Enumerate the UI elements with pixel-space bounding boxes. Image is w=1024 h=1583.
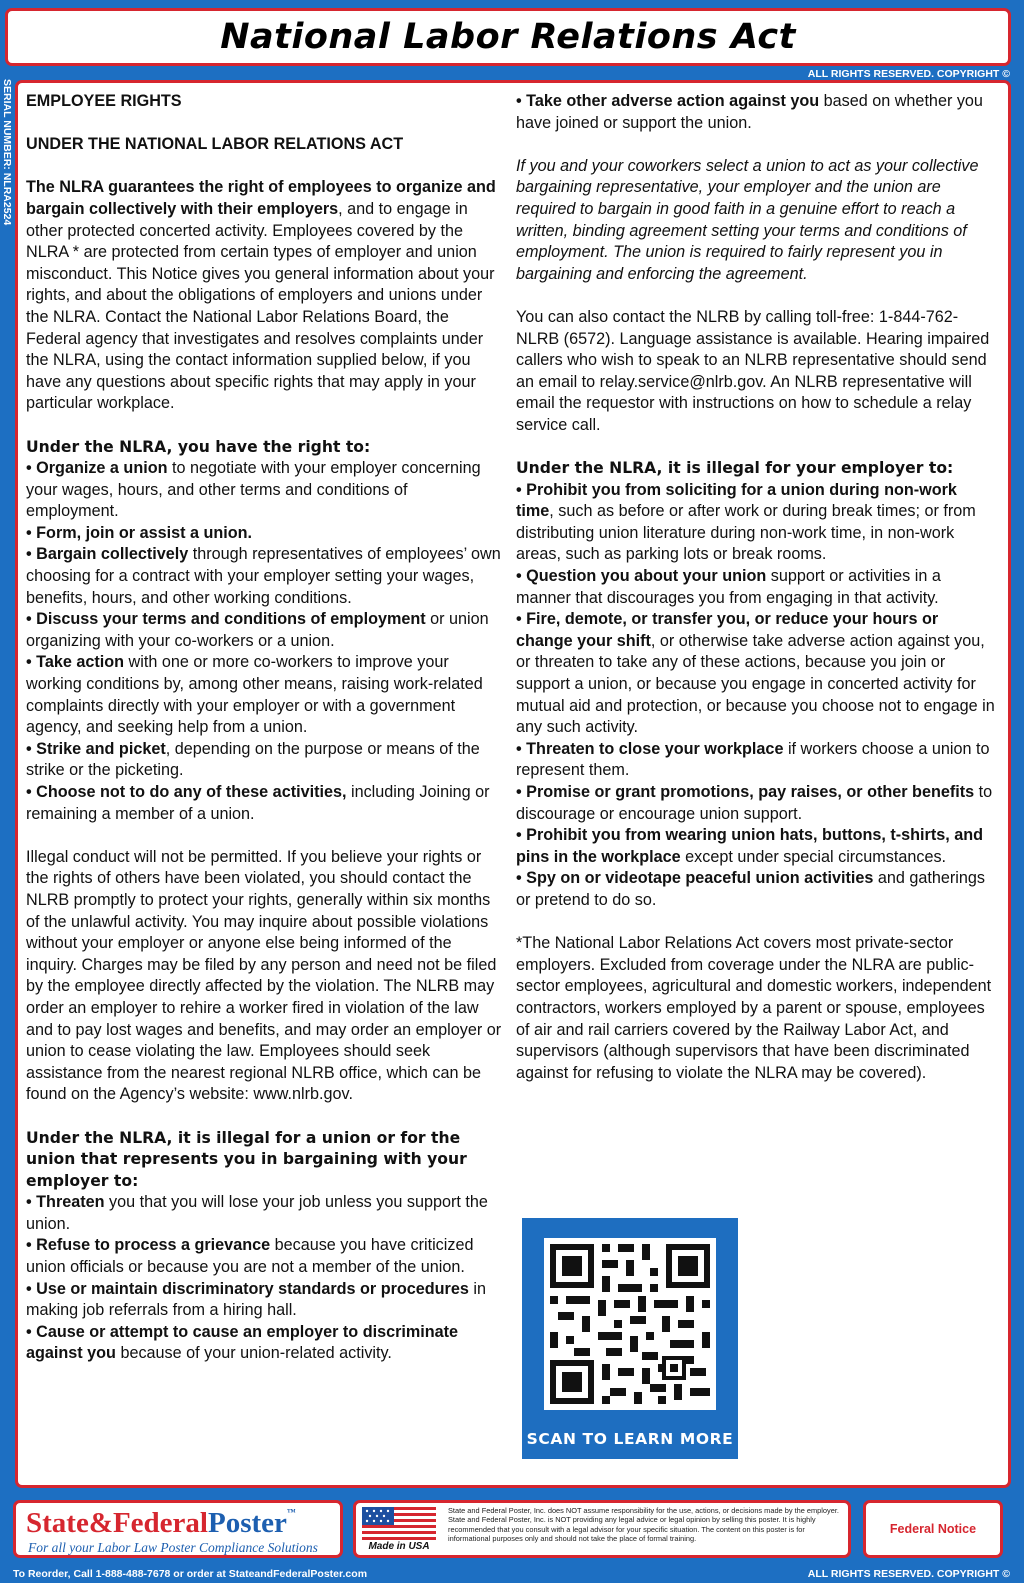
- list-item: • Threaten you that you will lose your job unless you support the union.: [26, 1193, 488, 1233]
- copyright-bottom: ALL RIGHTS RESERVED. COPYRIGHT ©: [807, 1568, 1010, 1580]
- notice-content: [15, 80, 1011, 1488]
- list-item: • Refuse to process a grievance because you have criticized union officials or because you are not a member of the union.: [26, 1236, 474, 1277]
- employer-list: [516, 480, 998, 912]
- list-item: • Question you about your union support or activities in a manner that discourages you from engaging in that activity.: [516, 567, 941, 607]
- heading-under-nlra: UNDER THE NATIONAL LABOR RELATIONS ACT: [26, 135, 404, 154]
- page-title: National Labor Relations Act: [220, 17, 796, 57]
- illegal-conduct-paragraph: Illegal conduct will not be permitted. If you believe your rights or the rights of others have been violated, you should contact the NLRB promptly to protect your rights, generally within six months of the unlawful activity. You may inquire about possible violations without your employer or anyone else being informed of the inquiry. Charges may be filed by any person and need not be filed by the employee directly affected by the violation. The NLRB may order an employer to rehire a worker fired in violation of the law and to pay lost wages and benefits, and may order an employer or union to cease violating the law. Employees should seek assistance from the nearest regional NLRB office, which can be found on the Agency’s website: www.nlrb.gov.: [26, 847, 502, 1104]
- reorder-info: To Reorder, Call 1-888-488-7678 or order at StateandFederalPoster.com: [13, 1568, 368, 1580]
- list-item: • Strike and picket, depending on the purpose or means of the strike or the picketing.: [26, 739, 480, 780]
- notice-type-label: Federal Notice: [889, 1522, 977, 1536]
- left-column: [26, 91, 504, 1365]
- list-item: • Spy on or videotape peaceful union activities and gatherings or pretend to do so.: [516, 869, 985, 909]
- list-item: • Prohibit you from wearing union hats, buttons, t-shirts, and pins in the workplace except under special circumstances.: [516, 826, 984, 866]
- list-item: • Promise or grant promotions, pay raises, or other benefits to discourage or encourage union support.: [516, 783, 993, 823]
- employer-heading: Under the NLRA, it is illegal for your employer to:: [516, 459, 954, 478]
- serial-number: SERIAL NUMBER: NLRA2524: [1, 79, 13, 226]
- bargaining-paragraph: If you and your coworkers select a union to act as your collective bargaining representative, your employer and the union are required to bargain in good faith in a genuine effort to reach a written, binding agreement setting your terms and conditions of employment. The union is required to fairly represent you in bargaining and enforcing the agreement.: [516, 156, 979, 283]
- list-item: • Prohibit you from soliciting for a union during non-work time, such as before or after work or during break times; or from distributing union literature during non-work time, in non-work areas, such as parking lots or break rooms.: [516, 480, 976, 564]
- qr-panel[interactable]: [522, 1218, 738, 1459]
- list-item: • Threaten to close your workplace if workers choose a union to represent them.: [516, 739, 990, 780]
- union-list: [26, 1192, 504, 1365]
- union-heading: Under the NLRA, it is illegal for a union or for the union that represents you in bargaining with your employer to:: [26, 1128, 467, 1190]
- list-item: • Organize a union to negotiate with your employer concerning your wages, hours, and other terms and conditions of employment.: [26, 459, 481, 521]
- disclaimer-panel: [353, 1500, 851, 1558]
- list-item: • Choose not to do any of these activities, including Joining or remaining a member of a union.: [26, 783, 490, 823]
- contact-paragraph: You can also contact the NLRB by calling toll-free: 1-844-762-NLRB (6572). Language assistance is available. Hearing impaired callers who wish to speak to an NLRB representative should send an email to relay.service@nlrb.gov. An NLRB representative will email the requestor with instructions on how to schedule a relay service call.: [516, 307, 990, 434]
- notice-type-badge: [863, 1500, 1003, 1558]
- coverage-footnote: *The National Labor Relations Act covers most private-sector employers. Excluded from coverage under the NLRA are public-sector employees, agricultural and domestic workers, independent contractors, workers employed by a parent or spouse, employees of air and rail carriers covered by the Railway Labor Act, and supervisors (although supervisors that have been discriminated against for refusing to violate the NLRA may be covered).: [516, 934, 992, 1082]
- list-item: • Cause or attempt to cause an employer to discriminate against you because of your union-related activity.: [26, 1322, 459, 1363]
- list-item: • Discuss your terms and conditions of employment or union organizing with your co-workers or a union.: [26, 610, 489, 650]
- continued-item: • Take other adverse action against you based on whether you have joined or support the union.: [516, 92, 983, 132]
- list-item: • Bargain collectively through representatives of employees’ own choosing for a contract with your employer setting your wages, benefits, hours, and other working conditions.: [26, 545, 501, 607]
- list-item: • Take action with one or more co-workers to improve your working conditions by, among other means, raising work-related complaints directly with your employer or with a government agency, and seeking help from a union.: [26, 653, 483, 737]
- legal-disclaimer: State and Federal Poster, Inc. does NOT assume responsibility for the use, actions, or decisions made by the employer. State and Federal Poster, Inc. is NOT providing any legal advice or legal opinion by selling this poster. It is highly recommended that you consult with a legal advisor for your specific situation. The content on this poster is for informational purposes only and should not take the place of formal training.: [448, 1506, 839, 1544]
- made-in-usa: Made in USA: [368, 1541, 430, 1552]
- brand-logo: [13, 1500, 343, 1558]
- heading-employee-rights: EMPLOYEE RIGHTS: [26, 92, 182, 110]
- list-item: • Use or maintain discriminatory standards or procedures in making job referrals from a hiring hall.: [26, 1279, 486, 1320]
- copyright-top: ALL RIGHTS RESERVED. COPYRIGHT ©: [807, 68, 1010, 80]
- list-item: • Fire, demote, or transfer you, or reduce your hours or change your shift, or otherwise take adverse action against you, or threaten to take any of these actions, because you join or support a union, or because you engage in concerted activity for mutual aid and protection, or because you choose not to engage in any such activity.: [516, 610, 995, 737]
- rights-heading: Under the NLRA, you have the right to:: [26, 437, 371, 456]
- logo-tagline: For all your Labor Law Poster Compliance Solutions: [28, 1540, 318, 1555]
- right-column: [516, 91, 998, 1106]
- title-banner: [5, 8, 1011, 66]
- logo-wordmark: State&FederalPoster™: [26, 1507, 296, 1539]
- intro-paragraph: The NLRA guarantees the right of employees to organize and bargain collectively with their employers, and to engage in other protected concerted activity. Employees covered by the NLRA * are protected from certain types of employer and union misconduct. This Notice gives you general information about your rights, and about the obligations of employers and unions under the NLRA. Contact the National Labor Relations Board, the Federal agency that investigates and resolves complaints under the NLRA, using the contact information supplied below, if you have any questions about specific rights that may apply in your particular workplace.: [26, 178, 496, 413]
- rights-list: [26, 458, 504, 825]
- qr-label: SCAN TO LEARN MORE: [526, 1430, 734, 1448]
- qr-code-icon[interactable]: [544, 1238, 716, 1410]
- list-item: • Form, join or assist a union.: [26, 523, 253, 542]
